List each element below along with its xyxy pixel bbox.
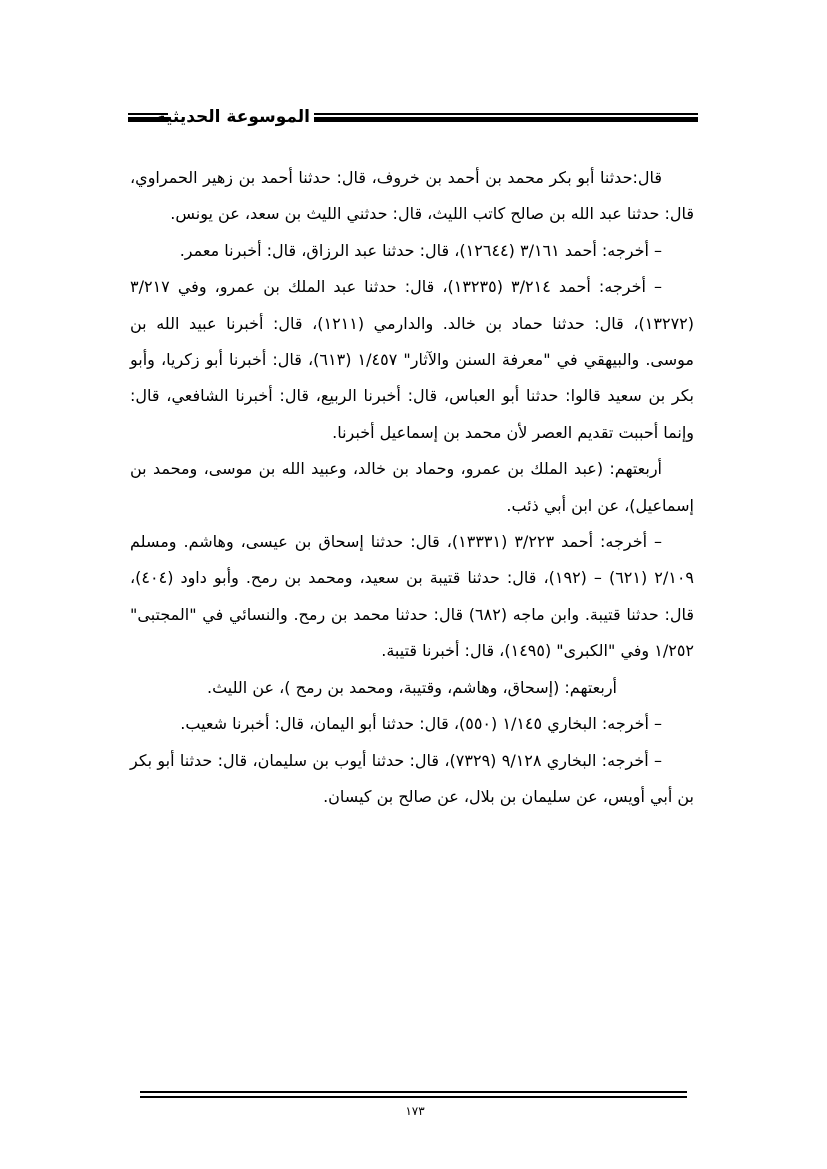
page-number: ١٧٣ xyxy=(405,1104,425,1118)
paragraph-takhrij-bukhari-2: – أخرجه: البخاري ٩/١٢٨ (٧٣٢٩)، قال: حدثنا أيوب بن سليمان، قال: حدثنا أبو بكر بن أبي أويس، عن سليمان بن بلال، عن صالح بن كيسان. xyxy=(130,750,694,806)
paragraph-takhrij-ahmad-2: – أخرجه: أحمد ٣/٢١٤ (١٣٢٣٥)، قال: حدثنا عبد الملك بن عمرو، وفي ٣/٢١٧ (١٣٢٧٢)، قال: حدثنا حماد بن خالد. والدارمي (١٢١١)، قال: أخبرنا عبيد الله بن موسى. والبيهقي في "معرفة السنن والآثار" ١/٤٥٧ (٦١٣)، قال: أخبرنا أبو زكريا، وأبو بكر بن سعيد قالوا: حدثنا أبو العباس، قال: أخبرنا الربيع، قال: أخبرنا الشافعي، قال: وإنما أحببت تقديم العصر لأن محمد بن إسماعيل أخبرنا. xyxy=(130,277,695,442)
paragraph-isnad-opening: قال:حدثنا أبو بكر محمد بن أحمد بن خروف، قال: حدثنا أحمد بن زهير الحمراوي، قال: حدثنا عبد الله بن صالح كاتب الليث، قال: حدثني الليث بن سعد، عن يونس. xyxy=(130,168,694,224)
header-title: الموسوعة الحديثية xyxy=(155,107,310,127)
body-text xyxy=(130,160,694,815)
paragraph-takhrij-ahmad-3: – أخرجه: أحمد ٣/٢٢٣ (١٣٣٣١)، قال: حدثنا إسحاق بن عيسى، وهاشم. ومسلم ٢/١٠٩ (٦٢١) – (١٩٢)، قال: حدثنا قتيبة بن سعيد، ومحمد بن رمح. وأبو داود (٤٠٤)، قال: حدثنا قتيبة. وابن ماجه (٦٨٢) قال: حدثنا محمد بن رمح. والنسائي في "المجتبى" ١/٢٥٢ وفي "الكبرى" (١٤٩٥)، قال: أخبرنا قتيبة. xyxy=(130,532,694,661)
running-header xyxy=(128,108,698,132)
paragraph-takhrij-ahmad-1: – أخرجه: أحمد ٣/١٦١ (١٢٦٤٤)، قال: حدثنا عبد الرزاق، قال: أخبرنا معمر. xyxy=(179,240,662,260)
header-rule-left xyxy=(128,113,168,122)
paragraph-summary-2: أربعتهم: (إسحاق، وهاشم، وقتيبة، ومحمد بن رمح )، عن الليث. xyxy=(207,677,617,697)
footer-rule xyxy=(140,1091,687,1098)
paragraph-takhrij-bukhari-1: – أخرجه: البخاري ١/١٤٥ (٥٥٠)، قال: حدثنا أبو اليمان، قال: أخبرنا شعيب. xyxy=(180,714,662,734)
paragraph-summary-1: أربعتهم: (عبد الملك بن عمرو، وحماد بن خالد، وعبيد الله بن موسى، ومحمد بن إسماعيل)، عن ابن أبي ذئب. xyxy=(130,459,694,515)
header-rule-right xyxy=(314,113,698,122)
